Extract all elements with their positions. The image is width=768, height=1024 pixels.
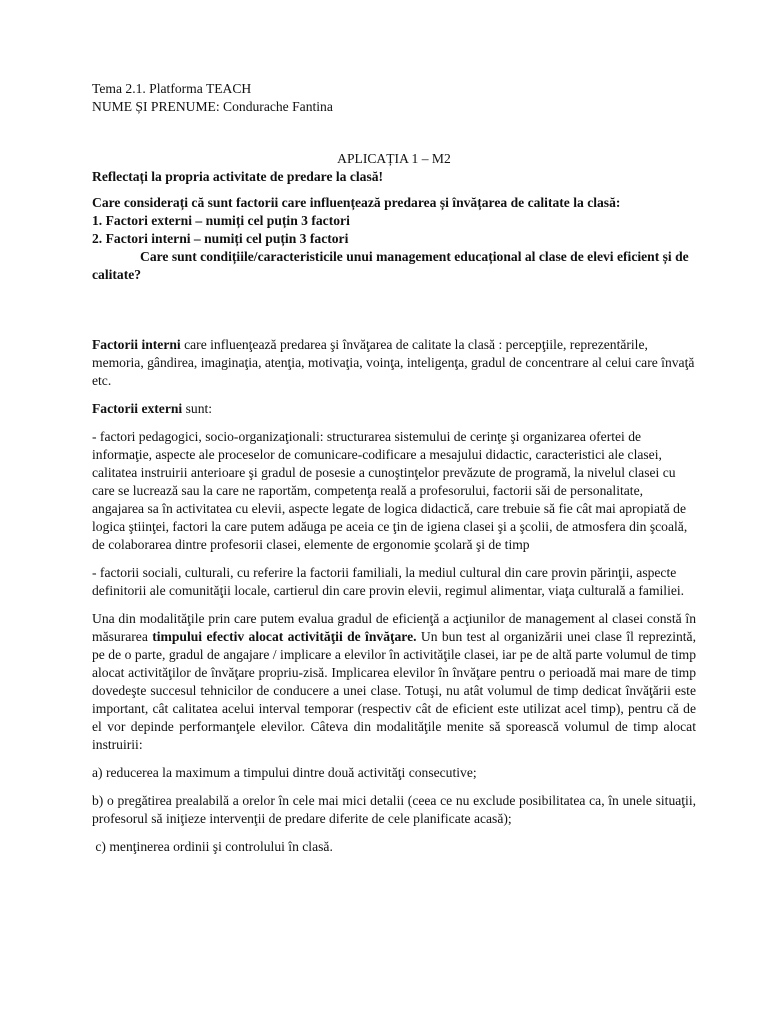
topic-line: Tema 2.1. Platforma TEACH xyxy=(92,81,252,96)
external-term: Factorii externi xyxy=(92,401,183,416)
document-page xyxy=(92,80,696,856)
point-a: a) reducerea la maximum a timpului dintre două activităţi consecutive; xyxy=(92,765,477,780)
management-emphasis: timpului efectiv alocat activităţii de învăţare. xyxy=(152,629,417,644)
pedagogic-factors-paragraph: - factori pedagogici, socio-organizaţionali: structurarea sistemului de cerinţe şi organizarea ofertei de informaţie, aspecte ale proceselor de comunicare-codificare a mesajului didactic, caracteristici ale clasei, calitatea instruirii anterioare şi gradul de posesie a cunoştinţelor prevăzute de programă, la nivelul clasei cu care se lucrează sau la care ne raportăm, competenţa reală a profesorului, factorii săi de personalitate, angajarea sa în activitatea cu elevii, aspecte legate de logica didactică, care trebuie să fie cât mai apropiată de logica ştiinţei, factori la care putem adăuga pe aceia ce ţin de igiena clasei şi a şcolii, de atmosfera din şcoală, de colaborarea dintre profesorii clasei, elemente de ergonomie şcolară şi de timp xyxy=(92,429,688,552)
name-line xyxy=(92,98,696,116)
reflect-heading: Reflectați la propria activitate de predare la clasă! xyxy=(92,169,384,184)
management-paragraph xyxy=(92,610,696,754)
point-b: b) o pregătirea prealabilă a orelor în cele mai mici detalii (ceea ce nu exclude posibilitatea ca, în unele situaţii, profesorul să iniţieze intervenţii de predare diferite de cele planificate acasă); xyxy=(92,793,696,826)
name-value: Condurache Fantina xyxy=(219,99,333,114)
internal-item: 2. Factori interni – numiți cel puțin 3 factori xyxy=(92,231,349,246)
application-title: APLICAȚIA 1 – M2 xyxy=(337,151,451,166)
name-label: NUME ȘI PRENUME: xyxy=(92,99,220,114)
social-factors-paragraph: - factorii sociali, culturali, cu referire la factorii familiali, la mediul cultural din care provin părinţii, aspecte definitorii ale comunităţii locale, cartierul din care provin elevii, regimul alimentar, viaţa culturală a familiei. xyxy=(92,565,685,598)
management-text-b: Un bun test al organizării unei clase îl reprezintă, pe de o parte, gradul de angajare / implicare a elevilor în activităţile clasei, iar pe de altă parte volumul de timp alocat activităţilor de învăţare propriu-zisă. Implicarea elevilor în învăţare pentru o perioadă mai mare de timp dovedeşte succesul tehnicilor de conducere a unei clase. Totuşi, nu atât volumul de timp dedicat învăţării este important, cât calitatea acelui interval temporar (respectiv cât de eficient este utilizat acel timp), pentru că de el vor depinde performanţele elevilor. Câteva din modalităţile menite să sporească volumul de timp alocat instruirii: xyxy=(92,629,696,752)
external-factors-intro xyxy=(92,400,696,418)
external-item: 1. Factori externi – numiți cel puțin 3 factori xyxy=(92,213,350,228)
internal-factors-paragraph xyxy=(92,336,696,390)
external-text: sunt: xyxy=(182,401,213,416)
management-question: Care sunt condițiile/caracteristicile unui management educațional al clase de elevi eficient și de calitate? xyxy=(92,249,689,282)
question-line: Care considerați că sunt factorii care influențează predarea și învățarea de calitate la clasă: xyxy=(92,195,621,210)
internal-term: Factorii interni xyxy=(92,337,181,352)
internal-text: care influenţează predarea şi învăţarea de calitate la clasă : percepţiile, reprezentările, memoria, gândirea, imaginaţia, atenţia, motivaţia, voinţa, inteligenţa, gradul de concentrare al celui care învaţă etc. xyxy=(92,337,695,388)
management-text-a: Una din modalităţile prin care putem evalua gradul de eficienţă a acţiunilor de management al clasei constă în măsurarea xyxy=(92,611,696,644)
point-c: c) menţinerea ordinii şi controlului în clasă. xyxy=(92,839,333,854)
